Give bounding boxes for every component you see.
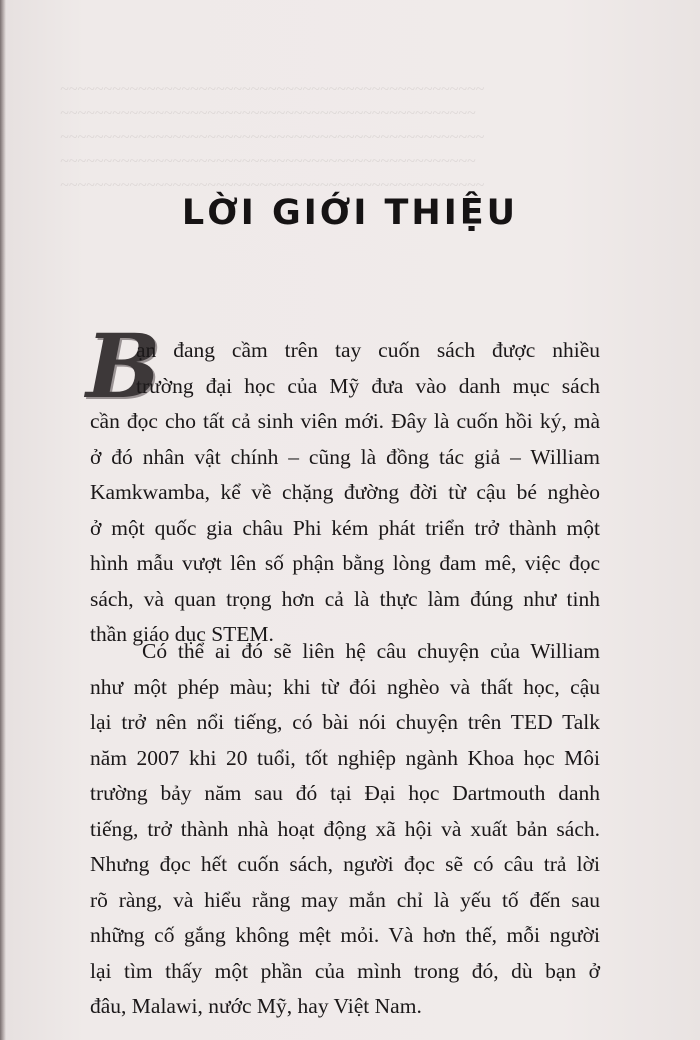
text-line: trường bảy năm sau đó tại Đại học Dartmouth danh bbox=[90, 781, 600, 805]
text-line: rõ ràng, và hiểu rằng may mắn chỉ là yếu tố đến sau bbox=[90, 887, 600, 912]
text-line: năm 2007 khi 20 tuổi, tốt nghiệp ngành Khoa học Môi bbox=[90, 745, 600, 770]
text-line: như một phép màu; khi từ đói nghèo và thất học, cậu bbox=[90, 674, 600, 699]
text-line: cần đọc cho tất cả sinh viên mới. Đây là cuốn hồi ký, mà bbox=[90, 409, 600, 433]
text-line: hình mẫu vượt lên số phận bằng lòng đam mê, việc đọc bbox=[90, 551, 600, 575]
text-line: tiếng, trở thành nhà hoạt động xã hội và xuất bản sách. bbox=[90, 816, 600, 841]
text-line: sách, và quan trọng hơn cả là thực làm đúng như tinh bbox=[90, 586, 600, 611]
text-line: ạn đang cầm trên tay cuốn sách được nhiều bbox=[136, 338, 600, 362]
text-line: lại trở nên nổi tiếng, có bài nói chuyện trên TED Talk bbox=[90, 710, 600, 734]
drop-cap: B bbox=[86, 314, 161, 418]
intro-paragraph-2 bbox=[90, 634, 600, 1025]
intro-paragraph-1 bbox=[90, 333, 600, 653]
text-line: trường đại học của Mỹ đưa vào danh mục sách bbox=[136, 373, 600, 398]
text-line: những cố gắng không mệt mỏi. Và hơn thế, mỗi người bbox=[90, 923, 600, 947]
text-line: thần giáo dục STEM. bbox=[90, 622, 274, 646]
text-line: lại tìm thấy một phần của mình trong đó, dù bạn ở bbox=[90, 958, 600, 983]
text-line: đâu, Malawi, nước Mỹ, hay Việt Nam. bbox=[90, 994, 422, 1018]
text-line: Có thể ai đó sẽ liên hệ câu chuyện của William bbox=[142, 639, 600, 663]
page-binding-edge bbox=[0, 0, 6, 1040]
text-line: Kamkwamba, kể về chặng đường đời từ cậu bé nghèo bbox=[90, 480, 600, 504]
bleed-through-texture: ~~~~~~~~~~~~~~~~~~~~~~~~~~~~~~~~~~~~~~~~~~~~~~~~~ ~~~~~~~~~~~~~~~~~~~~~~~~~~~~~~~~~~~~~~~~~~~~~~~~ ~~~~~~~~~~~~~~~~~~~~~~~~~~~~~~~~~~~~~~~~~~~~~~~~~ ~~~~~~~~~~~~~~~~~~~~~~~~~~~~~~~~~~~~~~~~~~~~~~~~ ~~~~~~~~~~~~~~~~~~~~~~~~~~~~~~~~~~~~~~~~~~~~~~~~~ bbox=[60, 81, 485, 194]
text-line: ở một quốc gia châu Phi kém phát triển trở thành một bbox=[90, 515, 600, 540]
page-title: LỜI GIỚI THIỆU bbox=[181, 193, 519, 234]
text-line: ở đó nhân vật chính – cũng là đồng tác giả – William bbox=[90, 444, 600, 469]
text-line: Nhưng đọc hết cuốn sách, người đọc sẽ có câu trả lời bbox=[90, 852, 600, 876]
